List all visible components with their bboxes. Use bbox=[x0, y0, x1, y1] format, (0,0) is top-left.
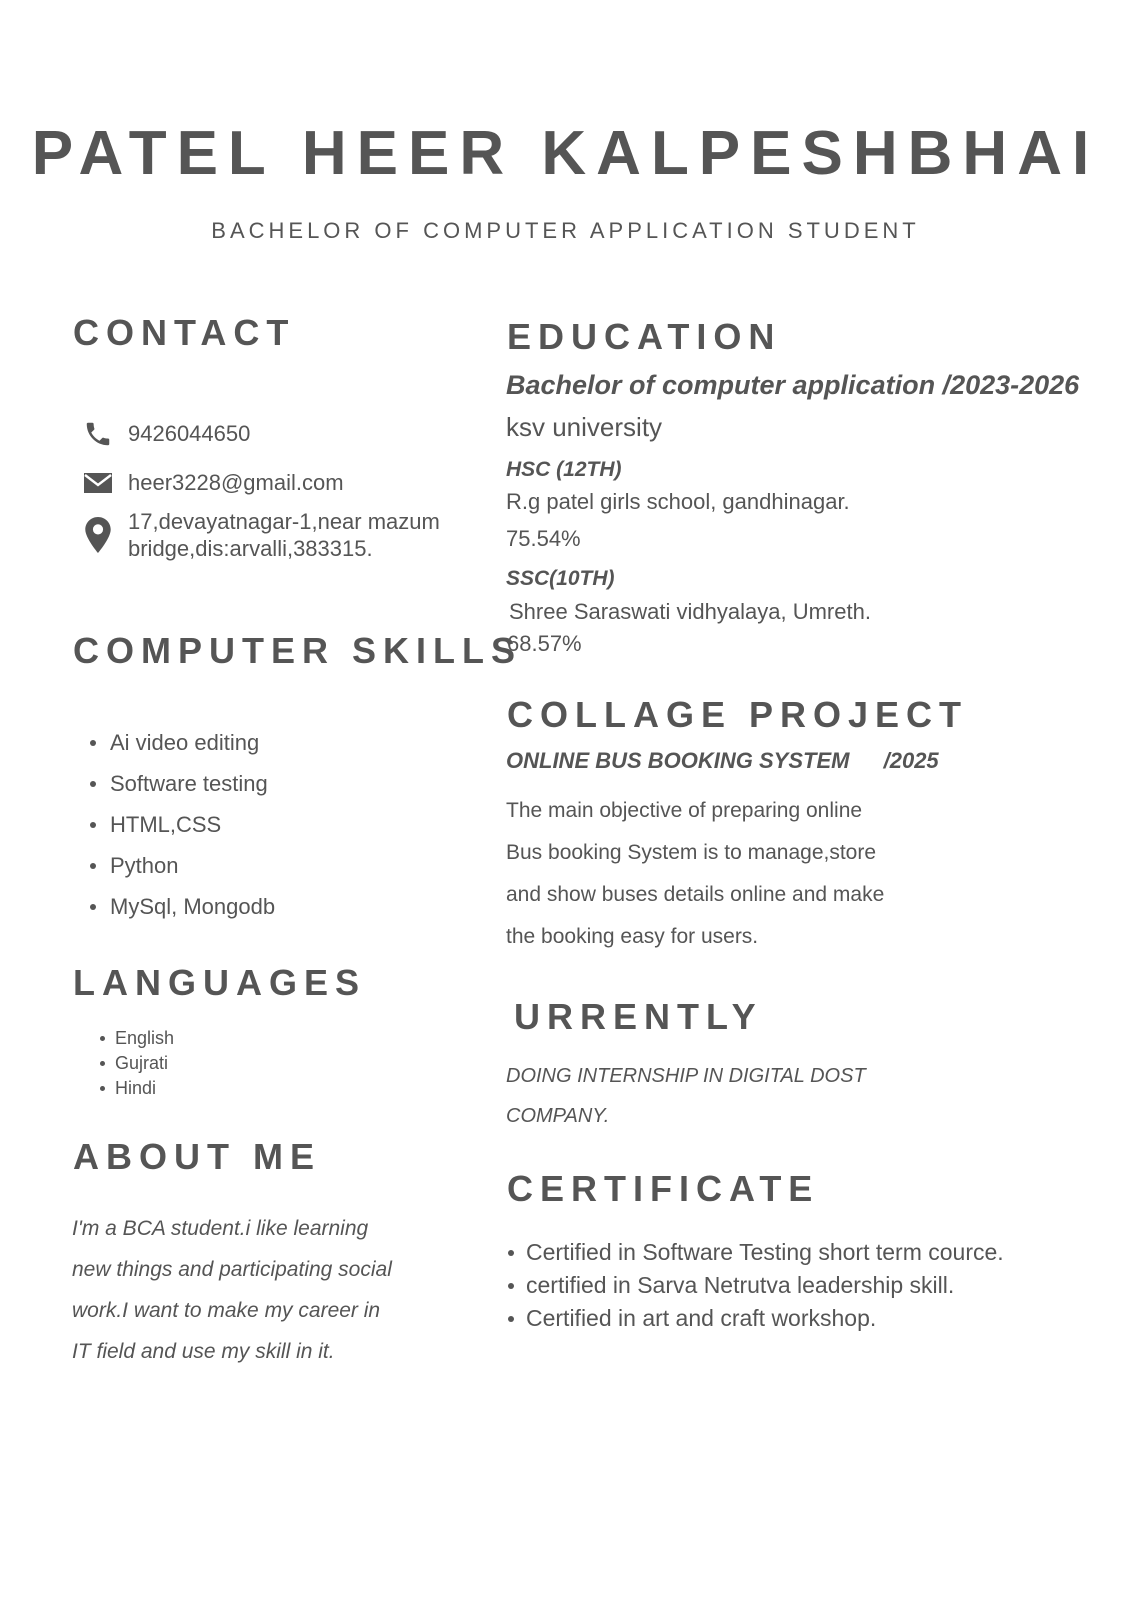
contact-email: heer3228@gmail.com bbox=[128, 470, 344, 495]
list-item: Python bbox=[90, 845, 275, 886]
education-university: ksv university bbox=[506, 412, 663, 442]
project-title-row bbox=[506, 748, 939, 774]
list-item: HTML,CSS bbox=[90, 804, 275, 845]
bullet-icon bbox=[100, 1036, 105, 1041]
bullet-icon bbox=[508, 1250, 514, 1256]
education-ssc-label: SSC(10TH) bbox=[506, 567, 615, 590]
certificate-list bbox=[508, 1236, 1004, 1335]
contact-address-line1: 17,devayatnagar-1,near mazum bbox=[128, 509, 440, 534]
list-item: MySql, Mongodb bbox=[90, 886, 275, 927]
bullet-icon bbox=[90, 904, 96, 910]
list-item: certified in Sarva Netrutva leadership skill. bbox=[508, 1269, 1004, 1302]
currently-text: DOING INTERNSHIP IN DIGITAL DOST COMPANY. bbox=[506, 1065, 866, 1127]
contact-email-row bbox=[78, 467, 344, 499]
resume-name: PATEL HEER KALPESHBHAI bbox=[31, 119, 1100, 188]
resume-subtitle: BACHELOR OF COMPUTER APPLICATION STUDENT bbox=[211, 218, 920, 243]
bullet-icon bbox=[508, 1283, 514, 1289]
languages-heading: LANGUAGES bbox=[73, 962, 367, 1003]
contact-address-line2: bridge,dis:arvalli,383315. bbox=[128, 536, 373, 561]
bullet-icon bbox=[100, 1061, 105, 1066]
project-year: /2025 bbox=[883, 748, 939, 773]
certificate-heading: CERTIFICATE bbox=[507, 1168, 820, 1209]
list-item: Software testing bbox=[90, 763, 275, 804]
location-pin-icon bbox=[78, 519, 118, 551]
list-item: Gujrati bbox=[100, 1051, 174, 1076]
contact-phone: 9426044650 bbox=[128, 421, 251, 446]
skills-list bbox=[90, 722, 275, 927]
list-item: Hindi bbox=[100, 1076, 174, 1101]
languages-list bbox=[100, 1026, 174, 1101]
list-item: Certified in Software Testing short term cource. bbox=[508, 1236, 1004, 1269]
education-ssc-school: Shree Saraswati vidhyalaya, Umreth. bbox=[509, 599, 871, 624]
education-degree: Bachelor of computer application /2023-2026 bbox=[506, 370, 1080, 400]
education-ssc-score: 68.57% bbox=[507, 631, 582, 656]
education-heading: EDUCATION bbox=[507, 316, 782, 357]
bullet-icon bbox=[90, 740, 96, 746]
bullet-icon bbox=[90, 781, 96, 787]
about-text: I'm a BCA student.i like learning new things and participating social work.I want to make my career in IT field and use my skill in it. bbox=[72, 1217, 392, 1363]
about-heading: ABOUT ME bbox=[73, 1136, 321, 1177]
contact-address-row bbox=[78, 508, 440, 562]
bullet-icon bbox=[90, 863, 96, 869]
education-hsc-score: 75.54% bbox=[506, 526, 581, 551]
bullet-icon bbox=[508, 1316, 514, 1322]
phone-icon bbox=[78, 418, 118, 450]
currently-heading: URRENTLY bbox=[514, 996, 763, 1037]
project-description: The main objective of preparing online Bus booking System is to manage,store and show buses details online and make the booking easy for users. bbox=[506, 799, 885, 948]
education-hsc-label: HSC (12TH) bbox=[506, 458, 622, 481]
list-item: Ai video editing bbox=[90, 722, 275, 763]
project-heading: COLLAGE PROJECT bbox=[507, 694, 969, 735]
contact-phone-row bbox=[78, 418, 250, 450]
list-item: Certified in art and craft workshop. bbox=[508, 1302, 1004, 1335]
project-title: ONLINE BUS BOOKING SYSTEM bbox=[506, 748, 850, 773]
education-hsc-school: R.g patel girls school, gandhinagar. bbox=[506, 489, 850, 514]
list-item: English bbox=[100, 1026, 174, 1051]
contact-heading: CONTACT bbox=[73, 312, 296, 353]
skills-heading: COMPUTER SKILLS bbox=[73, 630, 523, 671]
bullet-icon bbox=[90, 822, 96, 828]
mail-icon bbox=[78, 467, 118, 499]
bullet-icon bbox=[100, 1086, 105, 1091]
